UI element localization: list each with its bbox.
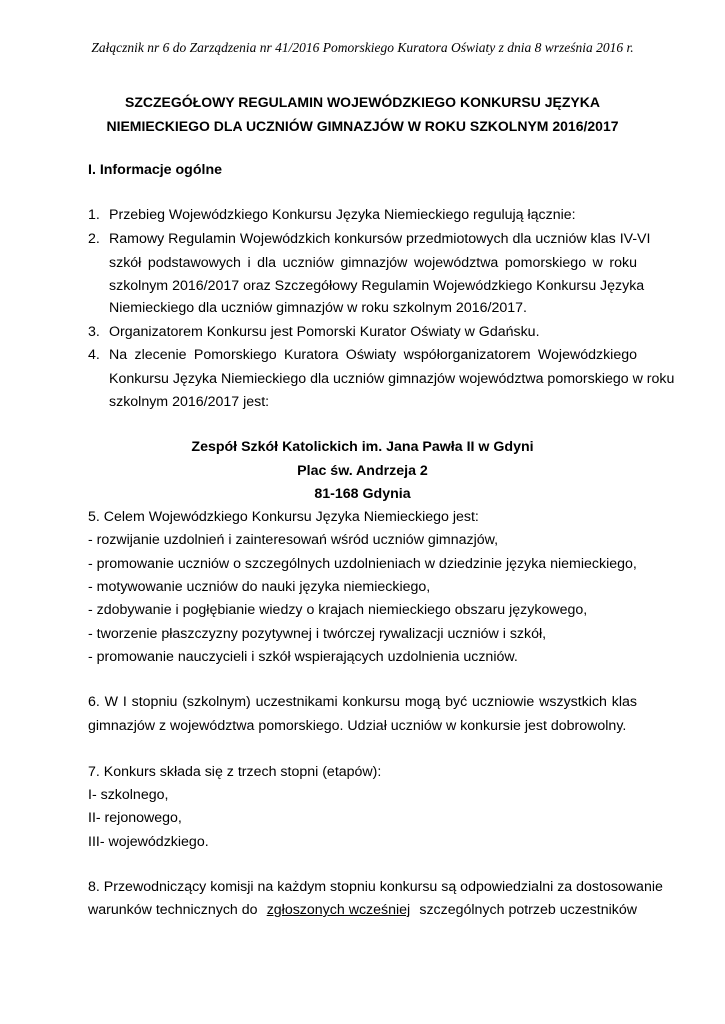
p7-line-1: 7. Konkurs składa się z trzech stopni (etapów): <box>88 764 382 780</box>
item-3-number: 3. <box>88 324 100 340</box>
p6-line-2: gimnazjów z województwa pomorskiego. Udział uczniów w konkursie jest dobrowolny. <box>88 718 627 734</box>
p7-line-2: I- szkolnego, <box>88 787 169 803</box>
item-2-line-2: szkół podstawowych i dla uczniów gimnazjów województwa pomorskiego w roku <box>109 255 637 271</box>
address-street: Plac św. Andrzeja 2 <box>297 463 428 479</box>
p5-line-2: - rozwijanie uzdolnień i zainteresowań wśród uczniów gimnazjów, <box>88 532 499 548</box>
item-4-number: 4. <box>88 347 100 363</box>
item-4-line-1: Na zlecenie Pomorskiego Kuratora Oświaty współorganizatorem Wojewódzkiego <box>109 347 637 363</box>
section-heading: I. Informacje ogólne <box>88 162 223 178</box>
p7-line-3: II- rejonowego, <box>88 810 182 826</box>
p8-line-2 <box>88 902 637 918</box>
item-2-line-1: Ramowy Regulamin Wojewódzkich konkursów przedmiotowych dla uczniów klas IV-VI <box>109 231 651 247</box>
item-1-line-1: Przebieg Wojewódzkiego Konkursu Języka Niemieckiego regulują łącznie: <box>109 207 576 223</box>
item-4-line-2: Konkursu Języka Niemieckiego dla uczniów gimnazjów województwa pomorskiego w roku <box>109 371 675 387</box>
item-2-line-4: Niemieckiego dla uczniów gimnazjów w roku szkolnym 2016/2017. <box>109 300 527 316</box>
item-2-number: 2. <box>88 231 100 247</box>
item-3-line-1: Organizatorem Konkursu jest Pomorski Kurator Oświaty w Gdańsku. <box>109 324 540 340</box>
attachment-header: Załącznik nr 6 do Zarządzenia nr 41/2016 Pomorskiego Kuratora Oświaty z dnia 8 września 2016 r. <box>91 40 634 55</box>
p8-line-1: 8. Przewodniczący komisji na każdym stopniu konkursu są odpowiedzialni za dostosowanie <box>88 879 663 895</box>
p5-line-4: - motywowanie uczniów do nauki języka niemieckiego, <box>88 579 431 595</box>
p5-line-6: - tworzenie płaszczyzny pozytywnej i twórczej rywalizacji uczniów i szkół, <box>88 626 547 642</box>
address-school: Zespół Szkół Katolickich im. Jana Pawła II w Gdyni <box>191 439 534 455</box>
p8-underlined-phrase: zgłoszonych wcześniej <box>266 902 411 918</box>
p7-line-4: III- wojewódzkiego. <box>88 834 209 850</box>
p8-line-2-end: szczególnych potrzeb uczestników <box>419 902 637 918</box>
item-1-number: 1. <box>88 207 100 223</box>
title-line-2: NIEMIECKIEGO DLA UCZNIÓW GIMNAZJÓW W ROKU SZKOLNYM 2016/2017 <box>106 118 619 134</box>
item-2-line-3: szkolnym 2016/2017 oraz Szczegółowy Regulamin Wojewódzkiego Konkursu Języka <box>109 278 645 294</box>
p8-line-2-start: warunków technicznych do <box>88 902 258 918</box>
p5-line-5: - zdobywanie i pogłębianie wiedzy o krajach niemieckiego obszaru językowego, <box>88 602 588 618</box>
title-line-1: SZCZEGÓŁOWY REGULAMIN WOJEWÓDZKIEGO KONKURSU JĘZYKA <box>125 94 600 110</box>
p5-line-3: - promowanie uczniów o szczególnych uzdolnieniach w dziedzinie języka niemieckiego, <box>88 556 637 572</box>
p6-line-1: 6. W I stopniu (szkolnym) uczestnikami konkursu mogą być uczniowie wszystkich klas <box>88 694 637 710</box>
p5-line-7: - promowanie nauczycieli i szkół wspierających uzdolnienia uczniów. <box>88 649 518 665</box>
item-4-line-3: szkolnym 2016/2017 jest: <box>109 394 270 410</box>
p5-line-1: 5. Celem Wojewódzkiego Konkursu Języka Niemieckiego jest: <box>88 509 479 525</box>
address-city: 81-168 Gdynia <box>314 486 411 502</box>
